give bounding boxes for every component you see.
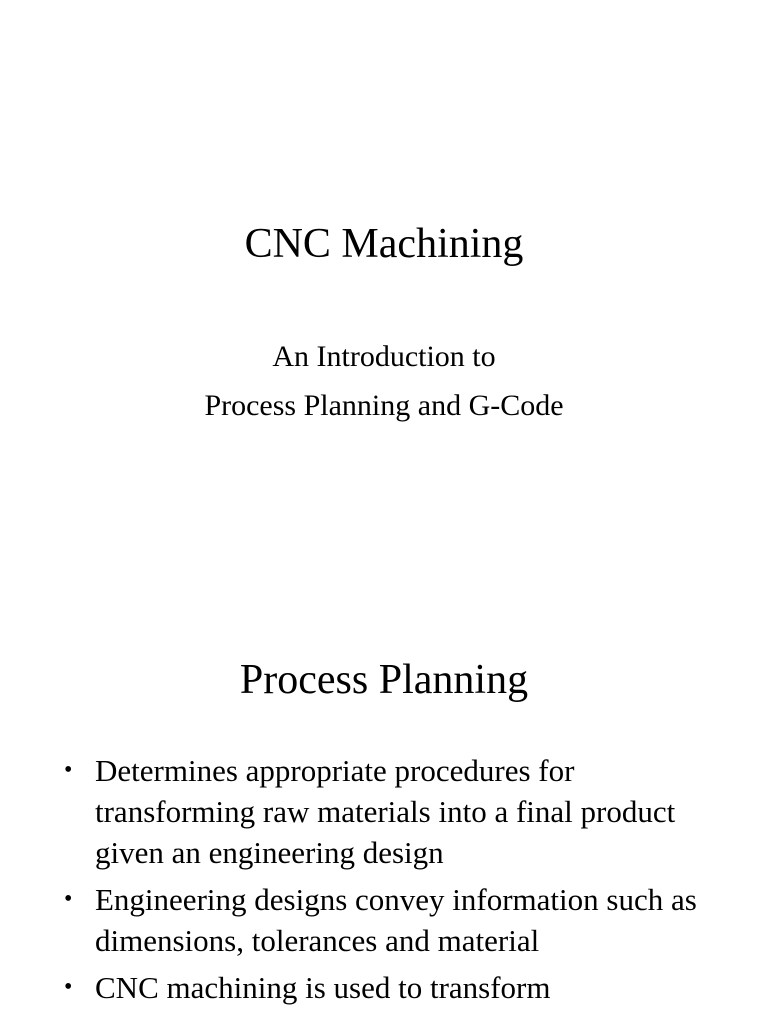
bullet-text: CNC machining is used to transform [95, 970, 551, 1005]
bullet-icon: • [64, 886, 73, 912]
bullet-text: Determines appropriate procedures for transforming raw materials into a final product given an engineering design [95, 753, 676, 870]
bullet-list [0, 750, 768, 1014]
bullet-item [0, 750, 768, 873]
bullet-icon: • [64, 757, 73, 783]
slide-title: CNC Machining [244, 221, 524, 267]
content-slide [0, 640, 768, 1024]
bullet-icon: • [64, 974, 73, 1000]
subtitle-line: An Introduction to [272, 340, 496, 373]
bullet-item [0, 879, 768, 961]
slide-title: Process Planning [239, 657, 529, 703]
subtitle-line: Process Planning and G-Code [204, 389, 564, 422]
slide-subtitle [0, 332, 768, 430]
bullet-text: Engineering designs convey information such as dimensions, tolerances and material [95, 882, 697, 958]
bullet-item [0, 967, 768, 1008]
